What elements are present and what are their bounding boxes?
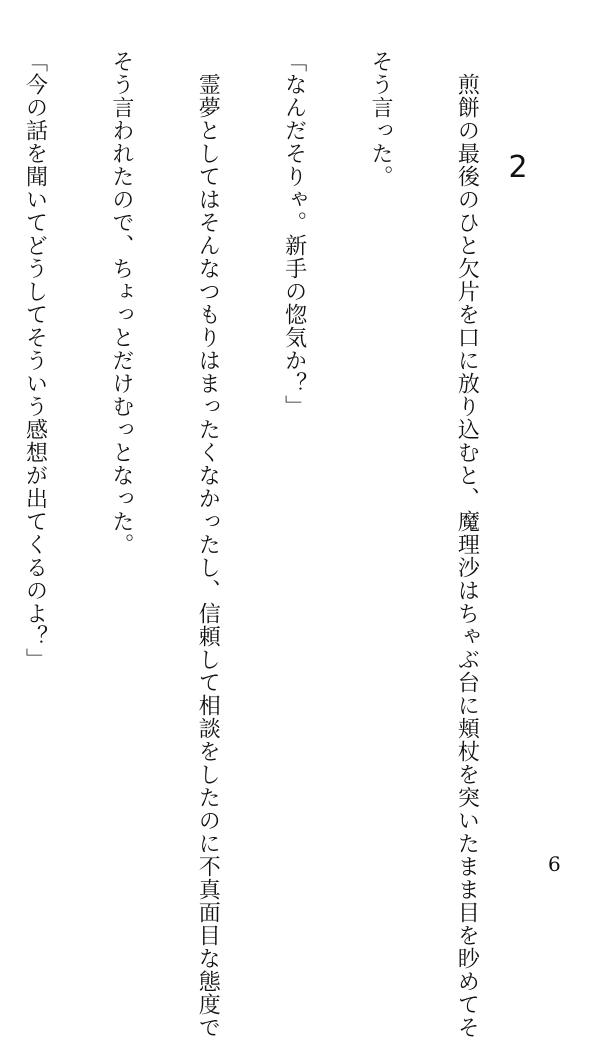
text-line: 煎餅の最後のひと欠片を口に放り込むと、魔理沙はちゃぶ台に頬杖を突いたまま目を眇めてそ	[454, 50, 480, 1039]
text-line: そう言われたので、ちょっとだけむっとなった。	[108, 50, 134, 556]
text-line: 霊夢としてはそんなつもりはまったくなかったし、信頼して相談をしたのに不真面目な態度で	[195, 50, 221, 1039]
body-text	[0, 50, 538, 1039]
chapter-number: 2	[508, 150, 528, 185]
text-line: 「なんだそりゃ。新手の惚気か？」	[281, 50, 307, 418]
page-number: 6	[548, 852, 561, 876]
text-line: そう言った。	[368, 50, 394, 188]
text-line: 「今の話を聞いてどうしてそういう感想が出てくるのよ？」	[22, 50, 48, 671]
